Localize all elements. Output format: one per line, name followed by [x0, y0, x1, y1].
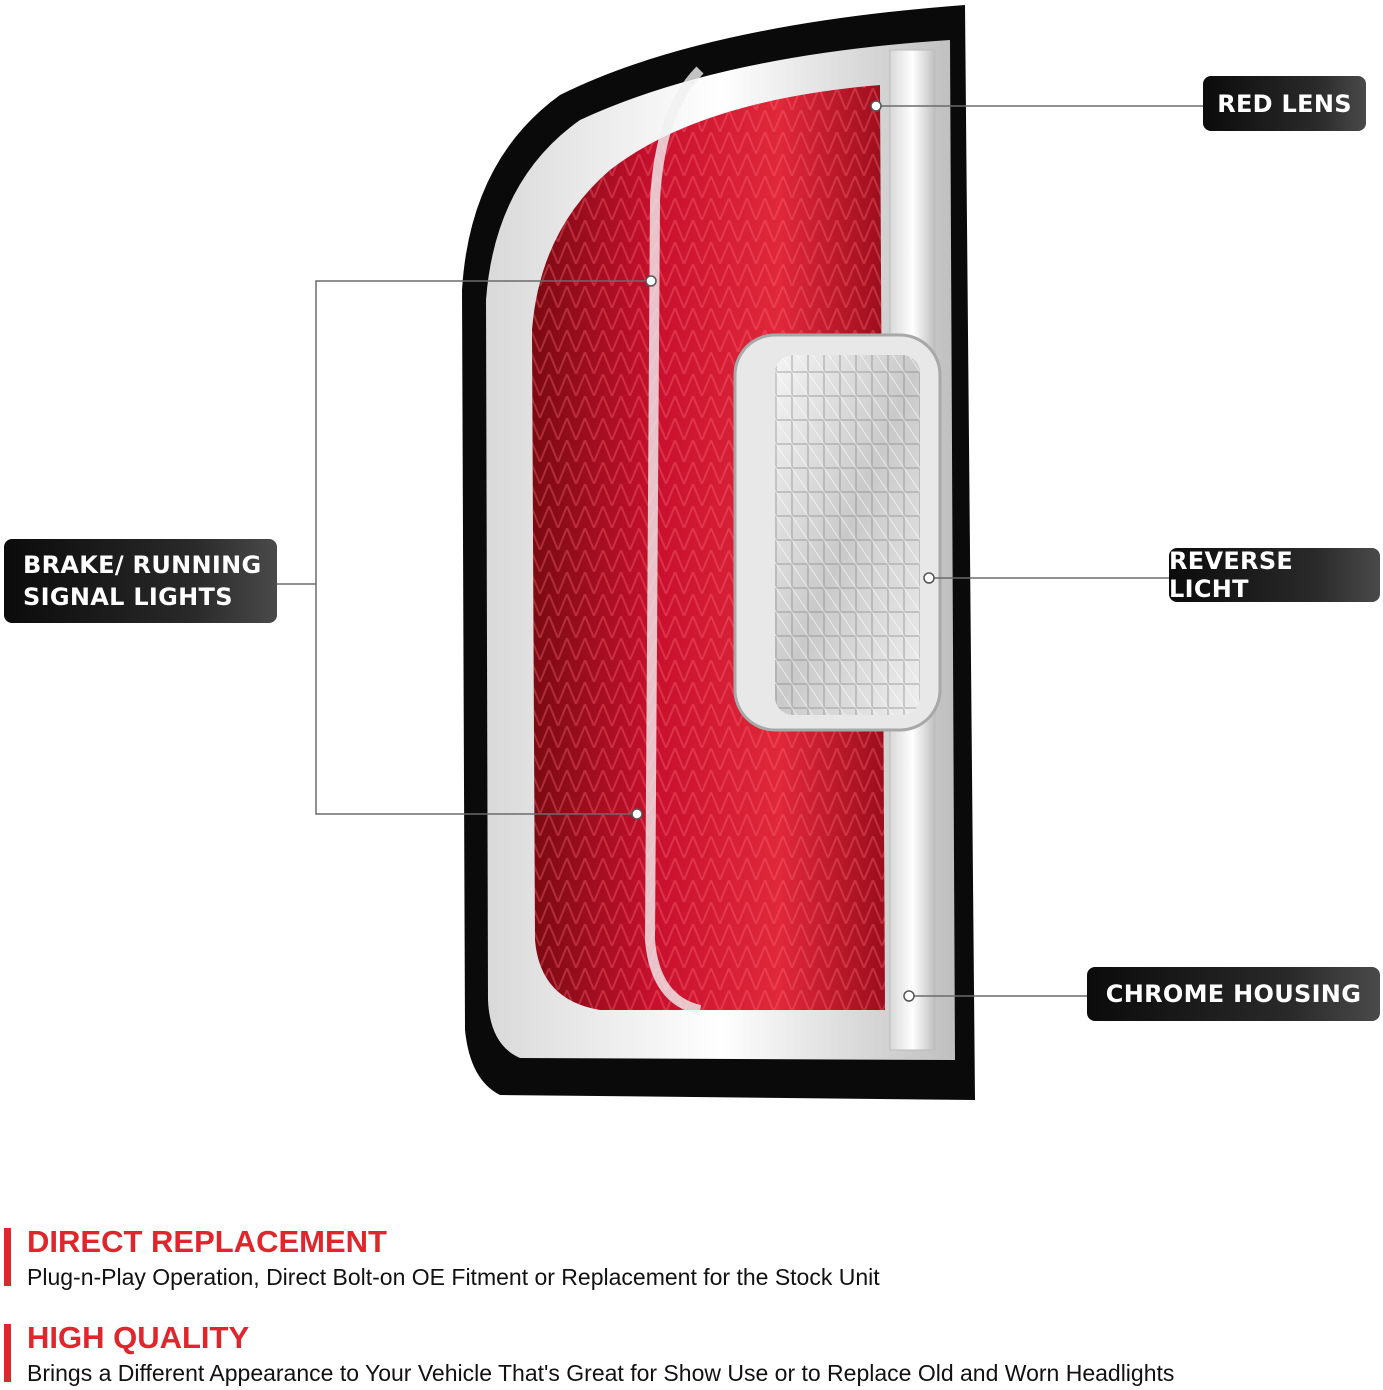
brake-label-line-1: BRAKE/ RUNNING: [23, 551, 262, 579]
red-lens-label-text: RED LENS: [1217, 89, 1352, 118]
red-lens-label: [1203, 76, 1366, 131]
feature-description: Plug-n-Play Operation, Direct Bolt-on OE Fitment or Replacement for the Stock Unit: [27, 1264, 880, 1290]
chrome-housing-label-text: CHROME HOUSING: [1105, 980, 1362, 1008]
brake-running-signal-label: [4, 539, 277, 623]
feature-accent-bar: [4, 1324, 11, 1382]
callout-dot-brake-bottom: [632, 809, 642, 819]
callout-dot-chrome: [904, 991, 914, 1001]
callout-dot-reverse: [924, 573, 934, 583]
reverse-light-label: [1169, 548, 1380, 602]
reverse-light-label-text: REVERSE LICHT: [1169, 547, 1294, 603]
brake-label-line-2: SIGNAL LIGHTS: [23, 583, 233, 611]
feature-title: HIGH QUALITY: [27, 1320, 250, 1355]
feature-title: DIRECT REPLACEMENT: [27, 1224, 387, 1259]
callout-dot-red-lens: [871, 101, 881, 111]
callout-dot-brake-top: [646, 276, 656, 286]
feature-description: Brings a Different Appearance to Your Vehicle That's Great for Show Use or to Replace Old and Worn Headlights: [27, 1360, 1175, 1386]
chrome-housing-label: [1087, 967, 1380, 1021]
feature-accent-bar: [4, 1228, 11, 1286]
